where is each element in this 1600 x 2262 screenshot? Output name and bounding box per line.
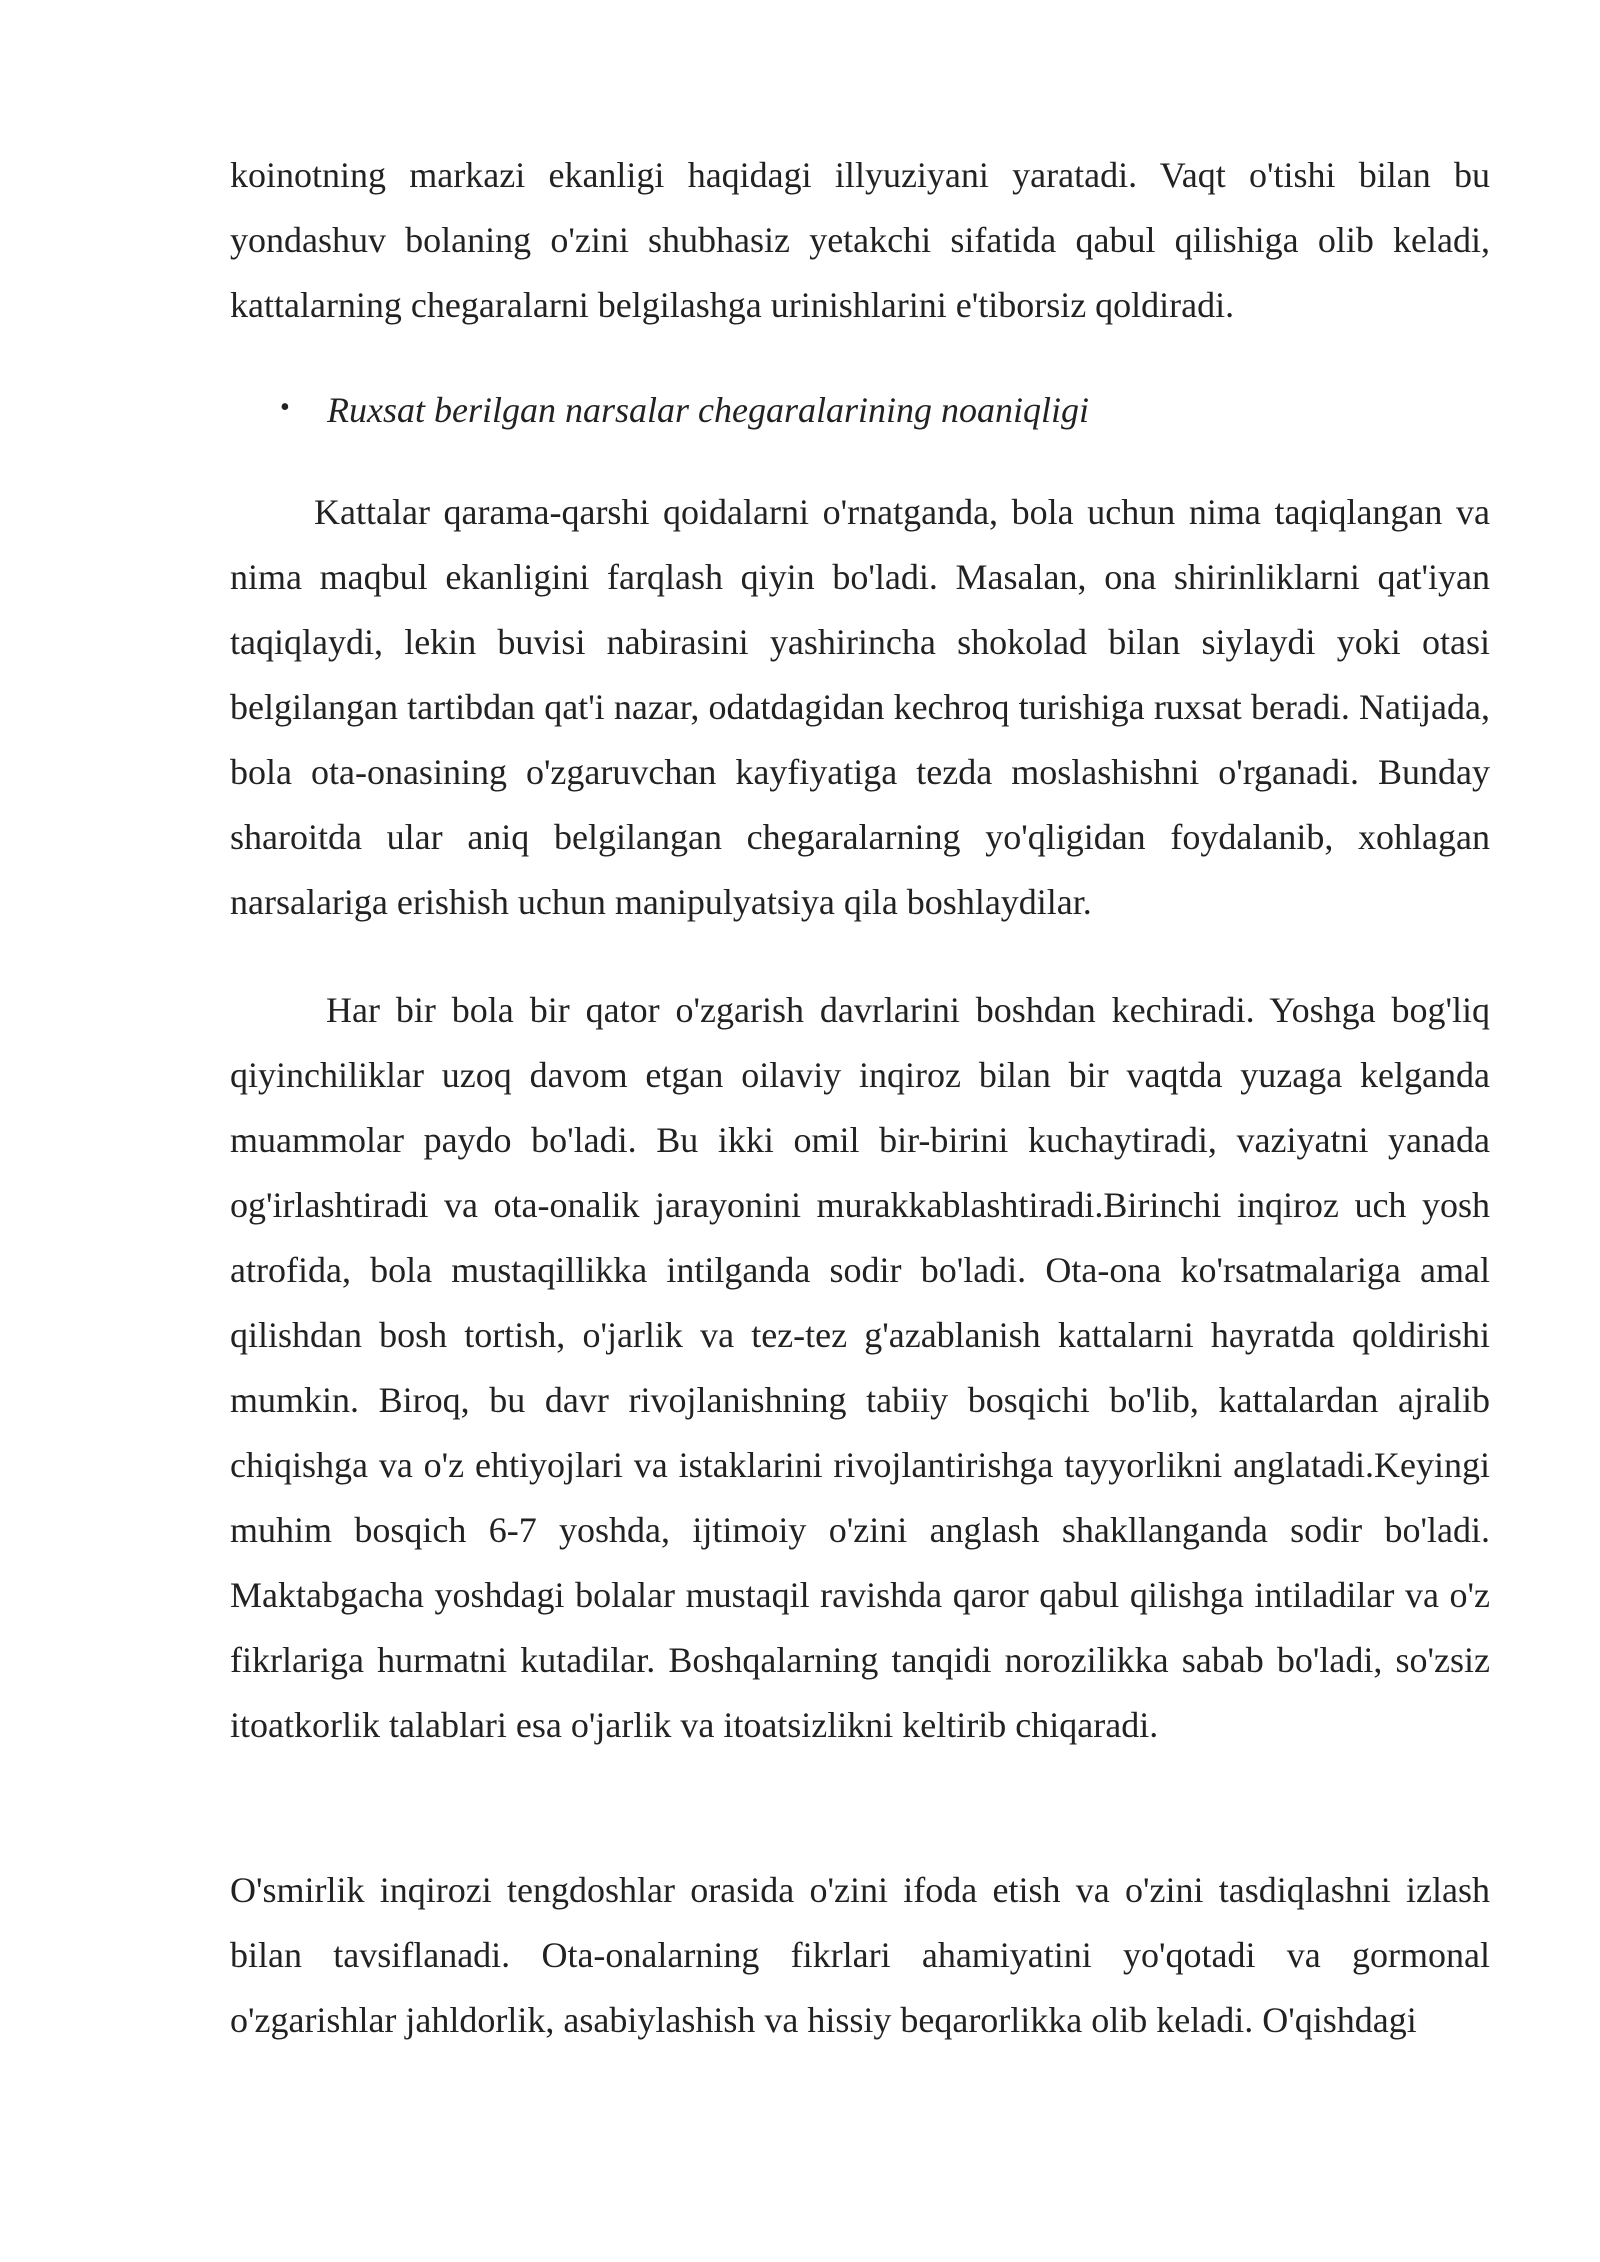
bullet-marker: • (280, 392, 290, 423)
paragraph-contradictory-rules: Kattalar qarama-qarshi qoidalarni o'rnatganda, bola uchun nima taqiqlangan va nima maqbul ekanligini farqlash qiyin bo'ladi. Masalan, ona shirinliklarni qat'iyan taqiqlaydi, lekin buvisi nabirasini yashirincha shokolad bilan siylaydi yoki otasi belgilangan tartibdan qat'i nazar, odatdagidan kechroq turishiga ruxsat beradi. Natijada, bola ota-onasining o'zgaruvchan kayfiyatiga tezda moslashishni o'rganadi. Bunday sharoitda ular aniq belgilangan chegaralarning yo'qligidan foydalanib, xohlagan narsalariga erishish uchun manipulyatsiya qila boshlaydilar. (230, 492, 1490, 922)
bullet-heading: Ruxsat berilgan narsalar chegaralarining noaniqligi (327, 390, 1089, 430)
paragraph-continuation: koinotning markazi ekanligi haqidagi illyuziyani yaratadi. Vaqt o'tishi bilan bu yondashuv bolaning o'zini shubhasiz yetakchi sifatida qabul qilishiga olib keladi, kattalarning chegaralarni belgilashga urinishlarini e'tiborsiz qoldiradi. (230, 155, 1490, 325)
bullet-item (230, 378, 1490, 443)
paragraph-age-crises: Har bir bola bir qator o'zgarish davrlarini boshdan kechiradi. Yoshga bog'liq qiyinchiliklar uzoq davom etgan oilaviy inqiroz bilan bir vaqtda yuzaga kelganda muammolar paydo bo'ladi. Bu ikki omil bir-birini kuchaytiradi, vaziyatni yanada og'irlashtiradi va ota-onalik jarayonini murakkablashtiradi.Birinchi inqiroz uch yosh atrofida, bola mustaqillikka intilganda sodir bo'ladi. Ota-ona ko'rsatmalariga amal qilishdan bosh tortish, o'jarlik va tez-tez g'azablanish kattalarni hayratda qoldirishi mumkin. Biroq, bu davr rivojlanishning tabiiy bosqichi bo'lib, kattalardan ajralib chiqishga va o'z ehtiyojlari va istaklarini rivojlantirishga tayyorlikni anglatadi.Keyingi muhim bosqich 6-7 yoshda, ijtimoiy o'zini anglash shakllanganda sodir bo'ladi. Maktabgacha yoshdagi bolalar mustaqil ravishda qaror qabul qilishga intiladilar va o'z fikrlariga hurmatni kutadilar. Boshqalarning tanqidi norozilikka sabab bo'ladi, so'zsiz itoatkorlik talablari esa o'jarlik va itoatsizlikni keltirib chiqaradi. (230, 990, 1490, 1745)
paragraph-adolescent-crisis: O'smirlik inqirozi tengdoshlar orasida o'zini ifoda etish va o'zini tasdiqlashni izlash bilan tavsiflanadi. Ota-onalarning fikrlari ahamiyatini yo'qotadi va gormonal o'zgarishlar jahldorlik, asabiylashish va hissiy beqarorlikka olib keladi. O'qishdagi (230, 1870, 1490, 2040)
